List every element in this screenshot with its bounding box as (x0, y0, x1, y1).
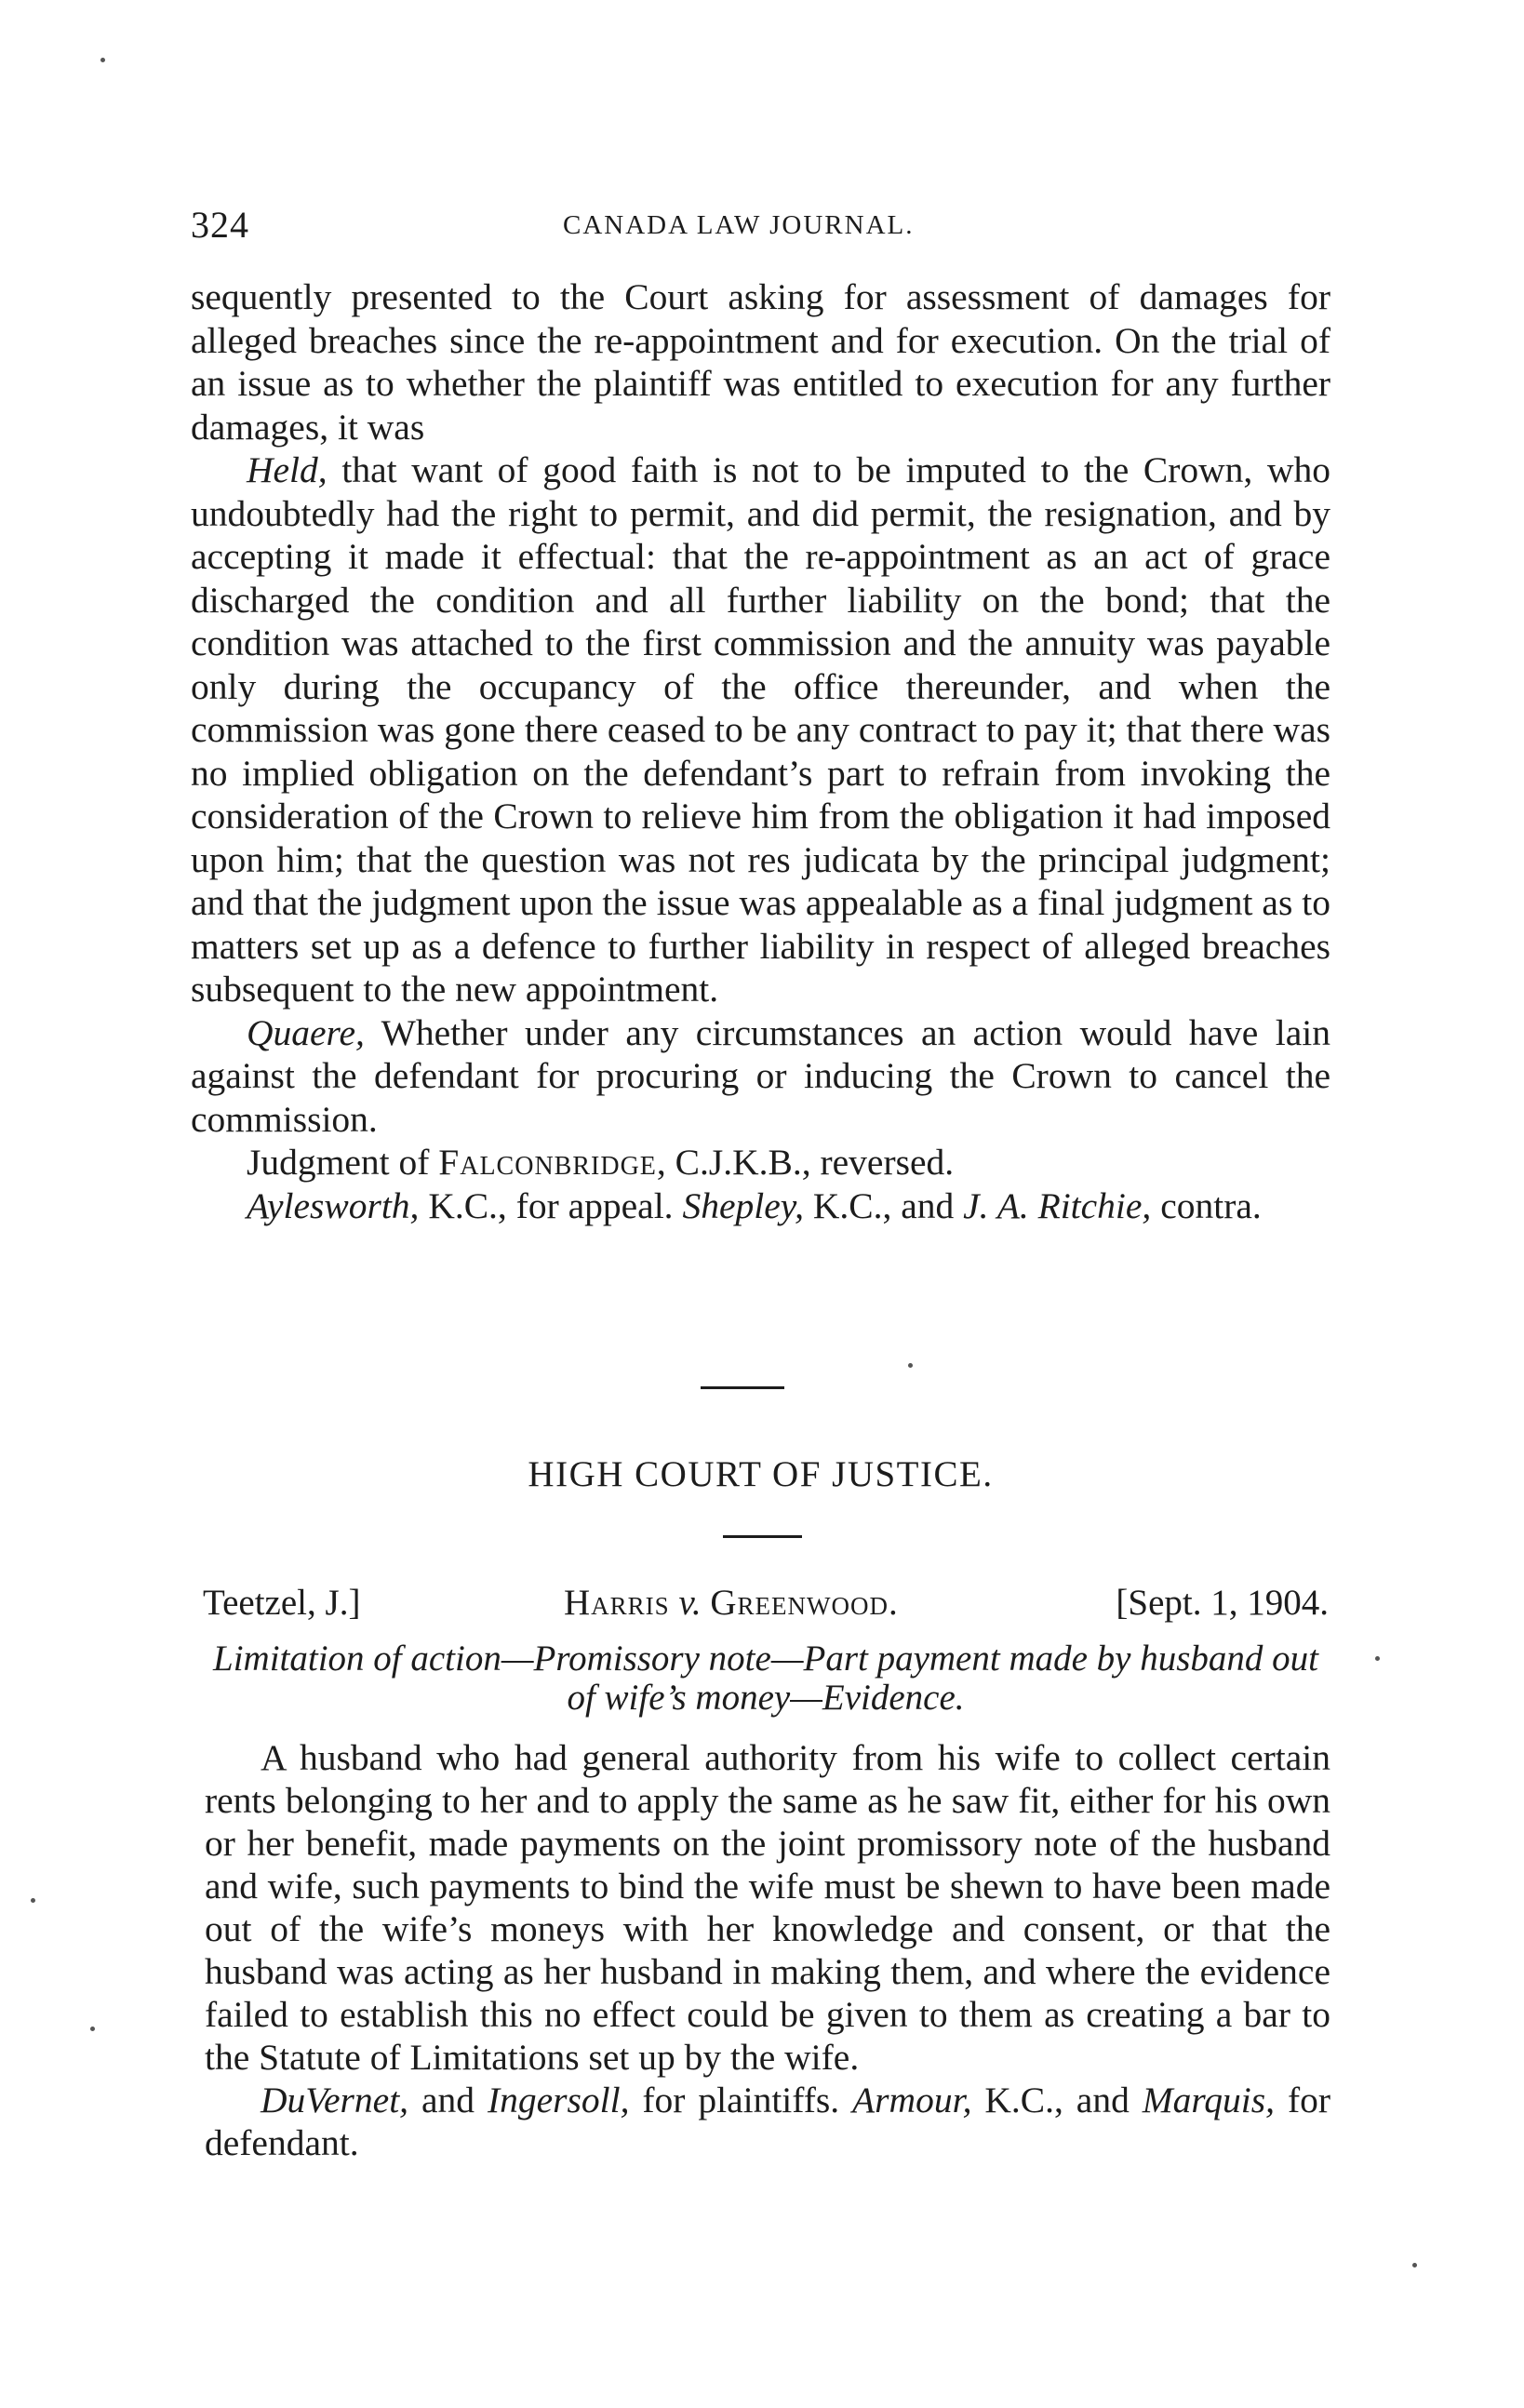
held-paragraph (191, 448, 1330, 1011)
scan-speck (90, 2027, 95, 2031)
paragraph-continuation: sequently presented to the Court asking for assessment of damages for alleged breaches since the re-appointment and for execution. On the trial of an issue as to whether the plaintiff was entitled to execution for any further damages, it was (191, 276, 1330, 448)
first-case-text (191, 275, 1330, 1227)
section-divider (701, 1386, 784, 1389)
counsel-name: Marquis, (1142, 2080, 1276, 2120)
counsel-text: K.C., and (803, 1184, 964, 1226)
counsel-name: Ingersoll, (487, 2080, 630, 2120)
counsel-text: contra. (1151, 1184, 1262, 1226)
running-head (191, 203, 1330, 249)
counsel-name: Armour, (852, 2080, 972, 2120)
page-number: 324 (191, 204, 249, 246)
case-date: [Sept. 1, 1904. (1116, 1583, 1329, 1623)
section-divider (723, 1535, 802, 1538)
case-judge: Teetzel, J.] (203, 1583, 361, 1623)
counsel-name: DuVernet, (261, 2080, 409, 2120)
quaere-text: Whether under any circumstances an action would have lain against the defendant for procuring or inducing the Crown to cancel the commission. (191, 1011, 1330, 1140)
scan-speck (1375, 1656, 1380, 1661)
counsel-line (205, 2079, 1330, 2164)
judgment-suffix: , C.J.K.B., reversed. (656, 1142, 955, 1183)
scan-speck (908, 1363, 913, 1368)
counsel-text: for defendant. (205, 2080, 1331, 2163)
judgment-line (191, 1141, 1330, 1184)
journal-title: CANADA LAW JOURNAL. (563, 210, 915, 240)
counsel-name: Aylesworth, (247, 1184, 420, 1226)
quaere-label: Quaere, (247, 1011, 365, 1053)
case-name (564, 1582, 899, 1624)
versus: v. (678, 1583, 702, 1623)
counsel-text: K.C., for appeal. (419, 1184, 683, 1226)
case-headnote: Limitation of action—Promissory note—Part payment made by husband out of wife’s money—Evidence. (213, 1639, 1318, 1718)
scan-speck (100, 58, 105, 62)
quaere-paragraph (191, 1011, 1330, 1142)
counsel-text: and (408, 2080, 488, 2120)
party-defendant: Greenwood. (710, 1583, 899, 1623)
scan-speck (1412, 2263, 1417, 2268)
judgment-judge: Falconbridge (438, 1142, 657, 1183)
counsel-name: J. A. Ritchie, (963, 1184, 1152, 1226)
judgment-prefix: Judgment of (247, 1142, 439, 1183)
counsel-text: for plaintiffs. (629, 2080, 853, 2120)
counsel-name: Shepley, (682, 1184, 804, 1226)
counsel-text: K.C., and (971, 2080, 1143, 2120)
case-body: A husband who had general authority from his wife to collect certain rents belonging to her and to apply the same as he saw fit, either for his own or her benefit, made payments on the joint promissory note of the husband and wife, such payments to bind the wife must be shewn to have been made out of the wife’s moneys with her knowledge and consent, or that the husband was acting as her husband in making them, and where the evidence failed to establish this no effect could be given to them as creating a bar to the Statute of Limitations set up by the wife. (205, 1737, 1330, 2078)
case-caption (203, 1582, 1329, 1628)
held-label: Held, (247, 449, 328, 490)
counsel-line (191, 1184, 1330, 1228)
party-plaintiff: Harris (564, 1583, 670, 1623)
second-case-text (205, 1736, 1330, 2164)
held-text: that want of good faith is not to be imputed to the Crown, who undoubtedly had the right to permit, and did permit, the resignation, and by accepting it made it effectual: that the re-appointment as an act of grace discharged the condition and all further liability on the bond; that the condition was attached to the first commission and the annuity was payable only during the occupancy of the office thereunder, and when the commission was gone there ceased to be any contract to pay it; that there was no implied obligation on the defendant’s part to refrain from invoking the consideration of the Crown to relieve him from the obligation it had imposed upon him; that the question was not res judicata by the principal judgment; and that the judgment upon the issue was appealable as a final judgment as to matters set up as a defence to further liability in respect of alleged breaches subsequent to the new appointment. (191, 449, 1330, 1010)
scan-speck (31, 1898, 35, 1903)
court-heading: HIGH COURT OF JUSTICE. (528, 1454, 994, 1494)
